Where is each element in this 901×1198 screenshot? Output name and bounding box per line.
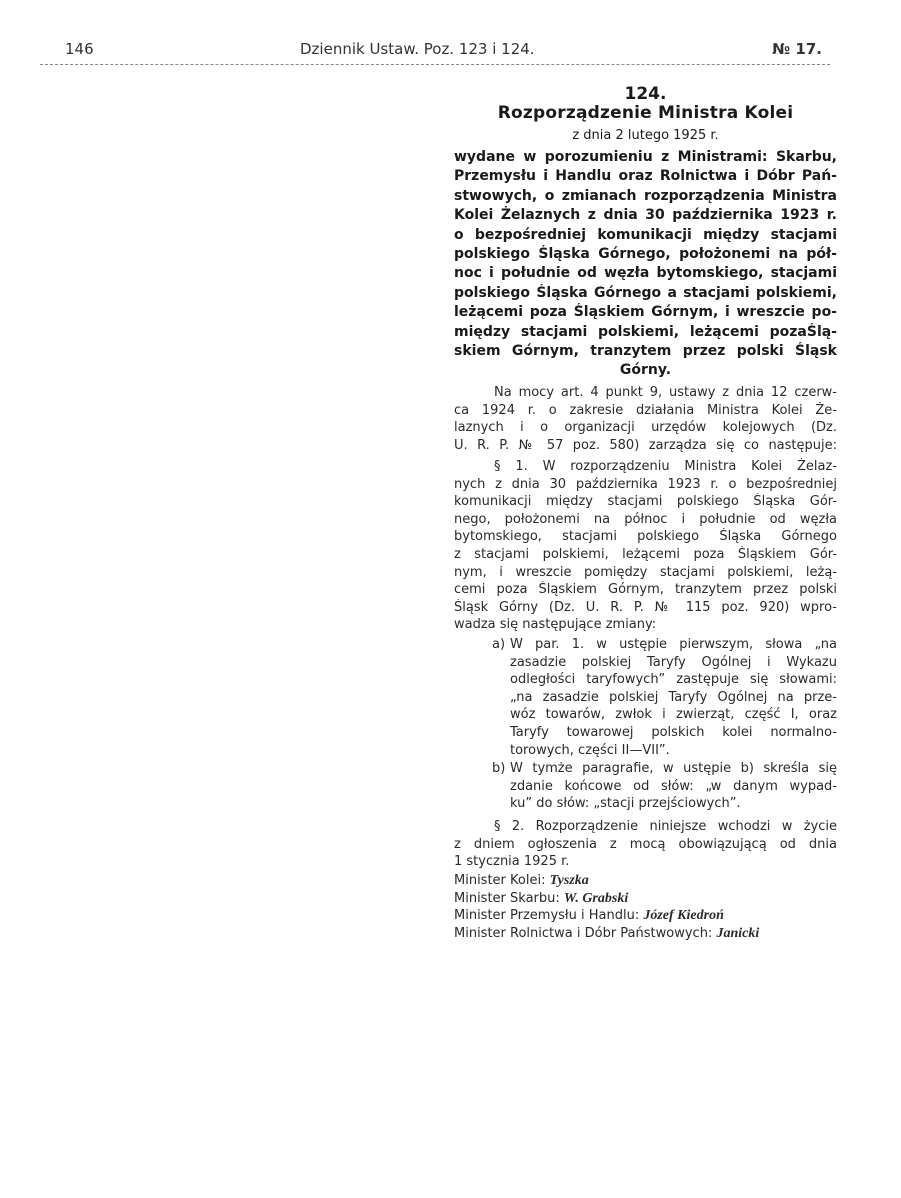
lead-line: polskiego Śląska Górnego a stacjami polskiemi, <box>454 284 837 301</box>
page-header <box>55 40 830 64</box>
lead-line: leżącemi poza Śląskiem Górnym, i wreszcie po- <box>454 304 837 321</box>
lead-line: stwowych, o zmianach rozporządzenia Ministra <box>454 187 837 204</box>
section-line: 1 stycznia 1925 r. <box>454 854 570 870</box>
lead-line: Górny. <box>619 362 672 379</box>
amendment-text: W tymże paragrafie, w ustępie b) skreśla się <box>510 761 837 776</box>
signature-role: Minister Przemysłu i Handlu: <box>454 908 640 924</box>
section-line: z stacjami polskiemi, leżącemi poza Śląskiem Gór- <box>454 546 837 562</box>
section-1 <box>454 458 837 634</box>
preamble-line: Na mocy art. 4 punkt 9, ustawy z dnia 12 czerw- <box>494 385 837 400</box>
section-line: § 1. W rozporządzeniu Ministra Kolei Żelaz- <box>494 459 837 474</box>
section-line: bytomskiego, stacjami polskiego Śląska Górnego <box>454 529 837 545</box>
lead-line: skiem Górnym, tranzytem przez polski Śląsk <box>454 343 837 360</box>
signature-name: W. Grabski <box>563 890 629 906</box>
preamble-line: ca 1924 r. o zakresie działania Ministra Kolei Że- <box>454 402 837 418</box>
page-number: 146 <box>65 40 94 58</box>
signature-line <box>454 890 837 908</box>
signature-role: Minister Skarbu: <box>454 890 560 906</box>
amendment-label: a) <box>492 637 506 652</box>
issue-number: № 17. <box>772 40 822 58</box>
signature-name: Janicki <box>716 925 760 941</box>
preamble <box>454 384 837 454</box>
preamble-line: U. R. P. № 57 poz. 580) zarządza się co następuje: <box>454 437 837 453</box>
lead-line: o bezpośredniej komunikacji między stacjami <box>454 226 837 243</box>
lead-line: Kolei Żelaznych z dnia 30 października 1923 r. <box>454 207 837 224</box>
item-number: 124. <box>624 84 667 104</box>
amendment-line: torowych, części II—VII”. <box>510 742 670 758</box>
amendment-b <box>454 760 837 813</box>
section-line: nych z dnia 30 października 1923 r. o bezpośredniej <box>454 476 837 492</box>
lead-line: polskiego Śląska Górnego, położonemi na pół- <box>454 246 837 263</box>
section-line: nego, położonemi na północ i południe od węzła <box>454 511 837 527</box>
preamble-line: laznych i o organizacji urzędów kolejowych (Dz. <box>454 420 837 436</box>
signature-role: Minister Rolnictwa i Dóbr Państwowych: <box>454 925 713 941</box>
lead-line: Przemysłu i Handlu oraz Rolnictwa i Dóbr Pań- <box>454 168 837 185</box>
section-line: komunikacji między stacjami polskiego Śląska Gór- <box>454 494 837 510</box>
amendment-label: b) <box>492 761 506 776</box>
section-line: Śląsk Górny (Dz. U. R. P. № 115 poz. 920) wpro- <box>454 599 837 615</box>
section-line: § 2. Rozporządzenie niniejsze wchodzi w życie <box>494 819 837 834</box>
lead-line: między stacjami polskiemi, leżącemi pozaŚlą- <box>454 323 837 340</box>
amendment-text: W par. 1. w ustępie pierwszym, słowa „na <box>510 637 837 652</box>
section-line: cemi poza Śląskiem Górnym, tranzytem przez polski <box>454 582 837 598</box>
signature-line <box>454 925 837 943</box>
signature-line <box>454 907 837 925</box>
lead-line: noc i południe od węzła bytomskiego, stacjami <box>454 265 837 282</box>
amendment-a <box>454 636 837 759</box>
lead-paragraph <box>454 148 837 381</box>
amendment-line: ku” do słów: „stacji przejściowych”. <box>510 796 741 812</box>
amendment-line: „na zasadzie polskiej Taryfy Ogólnej na prze- <box>510 689 837 705</box>
signature-name: Józef Kiedroń <box>643 908 724 924</box>
date-line: z dnia 2 lutego 1925 r. <box>572 128 719 143</box>
amendment-line: odległości taryfowych” zastępuje się słowami: <box>510 672 837 688</box>
signature-line <box>454 872 837 890</box>
section-2 <box>454 818 837 871</box>
signatures <box>454 872 837 942</box>
signature-name: Tyszka <box>549 873 589 888</box>
header-divider <box>40 64 830 65</box>
amendment-line: zdanie końcowe od słów: „w danym wypad- <box>510 778 837 794</box>
amendment-line: wóz towarów, zwłok i zwierząt, część I, oraz <box>510 707 837 723</box>
document-title: Rozporządzenie Ministra Kolei <box>497 103 794 123</box>
lead-line: wydane w porozumieniu z Ministrami: Skarbu, <box>454 149 837 165</box>
amendment-line <box>454 760 837 778</box>
section-line: wadza się następujące zmiany: <box>454 617 657 633</box>
signature-role: Minister Kolei: <box>454 873 546 888</box>
amendment-line <box>454 636 837 654</box>
section-line: nym, i wreszcie pomiędzy stacjami polskiemi, leżą- <box>454 564 837 580</box>
running-title: Dziennik Ustaw. Poz. 123 i 124. <box>300 40 535 58</box>
section-line: z dniem ogłoszenia z mocą obowiązującą od dnia <box>454 836 837 852</box>
amendment-line: zasadzie polskiej Taryfy Ogólnej i Wykazu <box>510 654 837 670</box>
amendment-line: Taryfy towarowej polskich kolei normalno- <box>510 724 837 740</box>
